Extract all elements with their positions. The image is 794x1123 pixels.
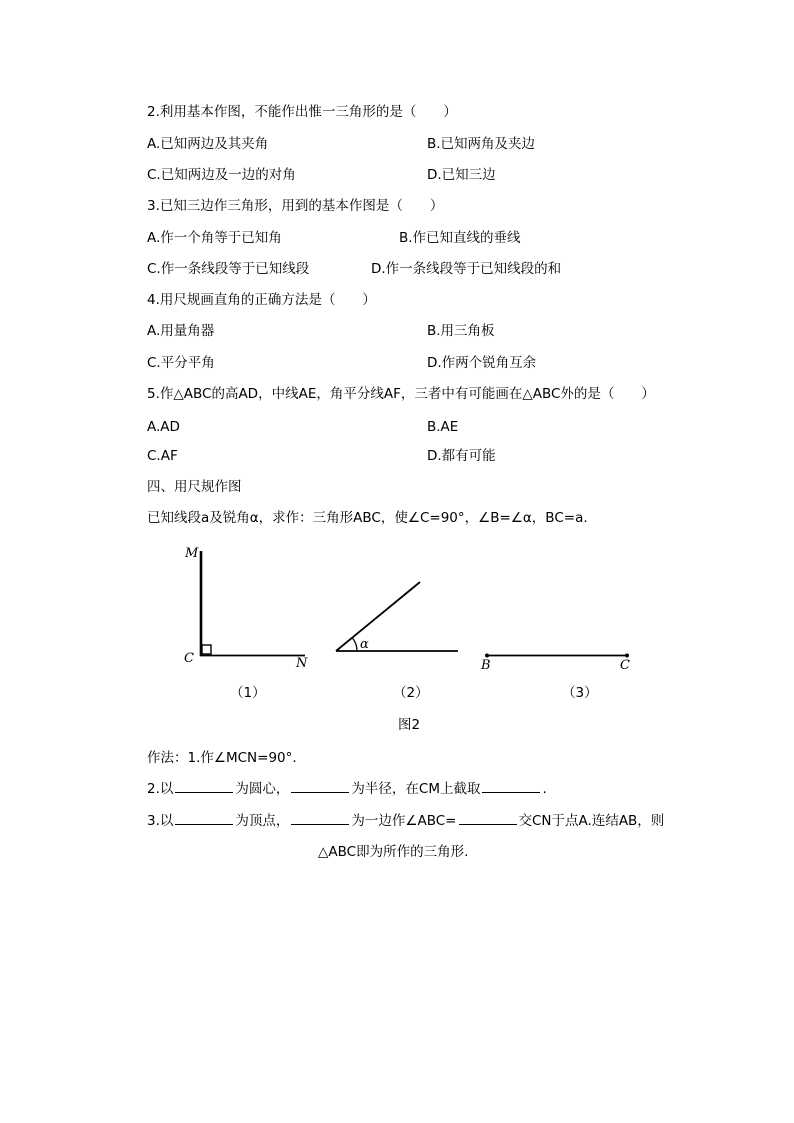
method-step-2 [147,780,547,798]
label-n: N [296,656,308,671]
step2-text-d: . [542,781,547,797]
point-b [485,654,489,658]
caption-1: （1） [230,685,266,701]
q2-option-d: D.已知三边 [427,167,496,183]
step3-text-b: 为顶点， [235,813,290,829]
figure-title: 图2 [398,717,421,733]
step3-text-a: 3.以 [147,813,174,829]
step3-text-d: 交CN于点A.连结AB，则 [518,813,665,829]
q5-option-d: D.都有可能 [427,448,496,464]
q5-option-a: A.AD [147,419,180,435]
figure-acute-angle [336,582,458,652]
q3-option-c: C.作一条线段等于已知线段 [147,261,310,277]
figure-2 [0,535,794,735]
step2-text-b: 为圆心， [235,781,290,797]
q5-stem: 5.作△ABC的高AD，中线AE，角平分线AF，三者中有可能画在△ABC外的是（ ） [147,386,655,402]
q3-option-b: B.作已知直线的垂线 [399,230,521,246]
label-m: M [185,546,199,561]
caption-3: （3） [562,685,598,701]
q4-option-a: A.用量角器 [147,323,215,339]
q5-option-c: C.AF [147,448,178,464]
q5-option-b: B.AE [427,419,459,435]
fill-blank-side[interactable] [291,812,349,825]
label-c-segment: C [620,658,630,673]
caption-2: （2） [393,685,429,701]
figure-right-angle [184,546,308,671]
construction-problem: 已知线段a及锐角α，求作：三角形ABC，使∠C=90°，∠B=∠α，BC=a. [147,510,588,526]
q4-option-d: D.作两个锐角互余 [427,355,537,371]
right-angle-marker [202,645,211,654]
label-c: C [184,651,194,666]
figure-segment [480,654,630,674]
q2-option-a: A.已知两边及其夹角 [147,136,269,152]
step2-text-a: 2.以 [147,781,174,797]
point-c [625,654,629,658]
q3-option-d: D.作一条线段等于已知线段的和 [371,261,562,277]
q4-option-b: B.用三角板 [427,323,495,339]
section-heading: 四、用尺规作图 [147,479,242,495]
fill-blank-angle[interactable] [459,812,517,825]
fill-blank-radius[interactable] [291,780,349,793]
step3-text-c: 为一边作∠ABC= [351,813,457,829]
step2-text-c: 为半径，在CM上截取 [351,781,481,797]
q2-option-b: B.已知两角及夹边 [427,136,536,152]
q2-stem: 2.利用基本作图，不能作出惟一三角形的是（ ） [147,104,457,120]
angle-arc [353,638,358,651]
q4-option-c: C.平分平角 [147,355,215,371]
method-step-3 [147,812,664,830]
label-alpha: α [360,637,369,652]
method-step-1: 作法：1.作∠MCN=90°. [147,750,297,766]
angle-ray-upper [336,582,420,651]
label-b: B [481,658,491,673]
fill-blank-vertex[interactable] [175,812,233,825]
fill-blank-center[interactable] [175,780,233,793]
q2-option-c: C.已知两边及一边的对角 [147,167,296,183]
q3-option-a: A.作一个角等于已知角 [147,230,282,246]
q3-stem: 3.已知三边作三角形，用到的基本作图是（ ） [147,198,444,214]
fill-blank-segment[interactable] [482,780,540,793]
q4-stem: 4.用尺规画直角的正确方法是（ ） [147,292,376,308]
method-conclusion: △ABC即为所作的三角形. [318,844,469,860]
